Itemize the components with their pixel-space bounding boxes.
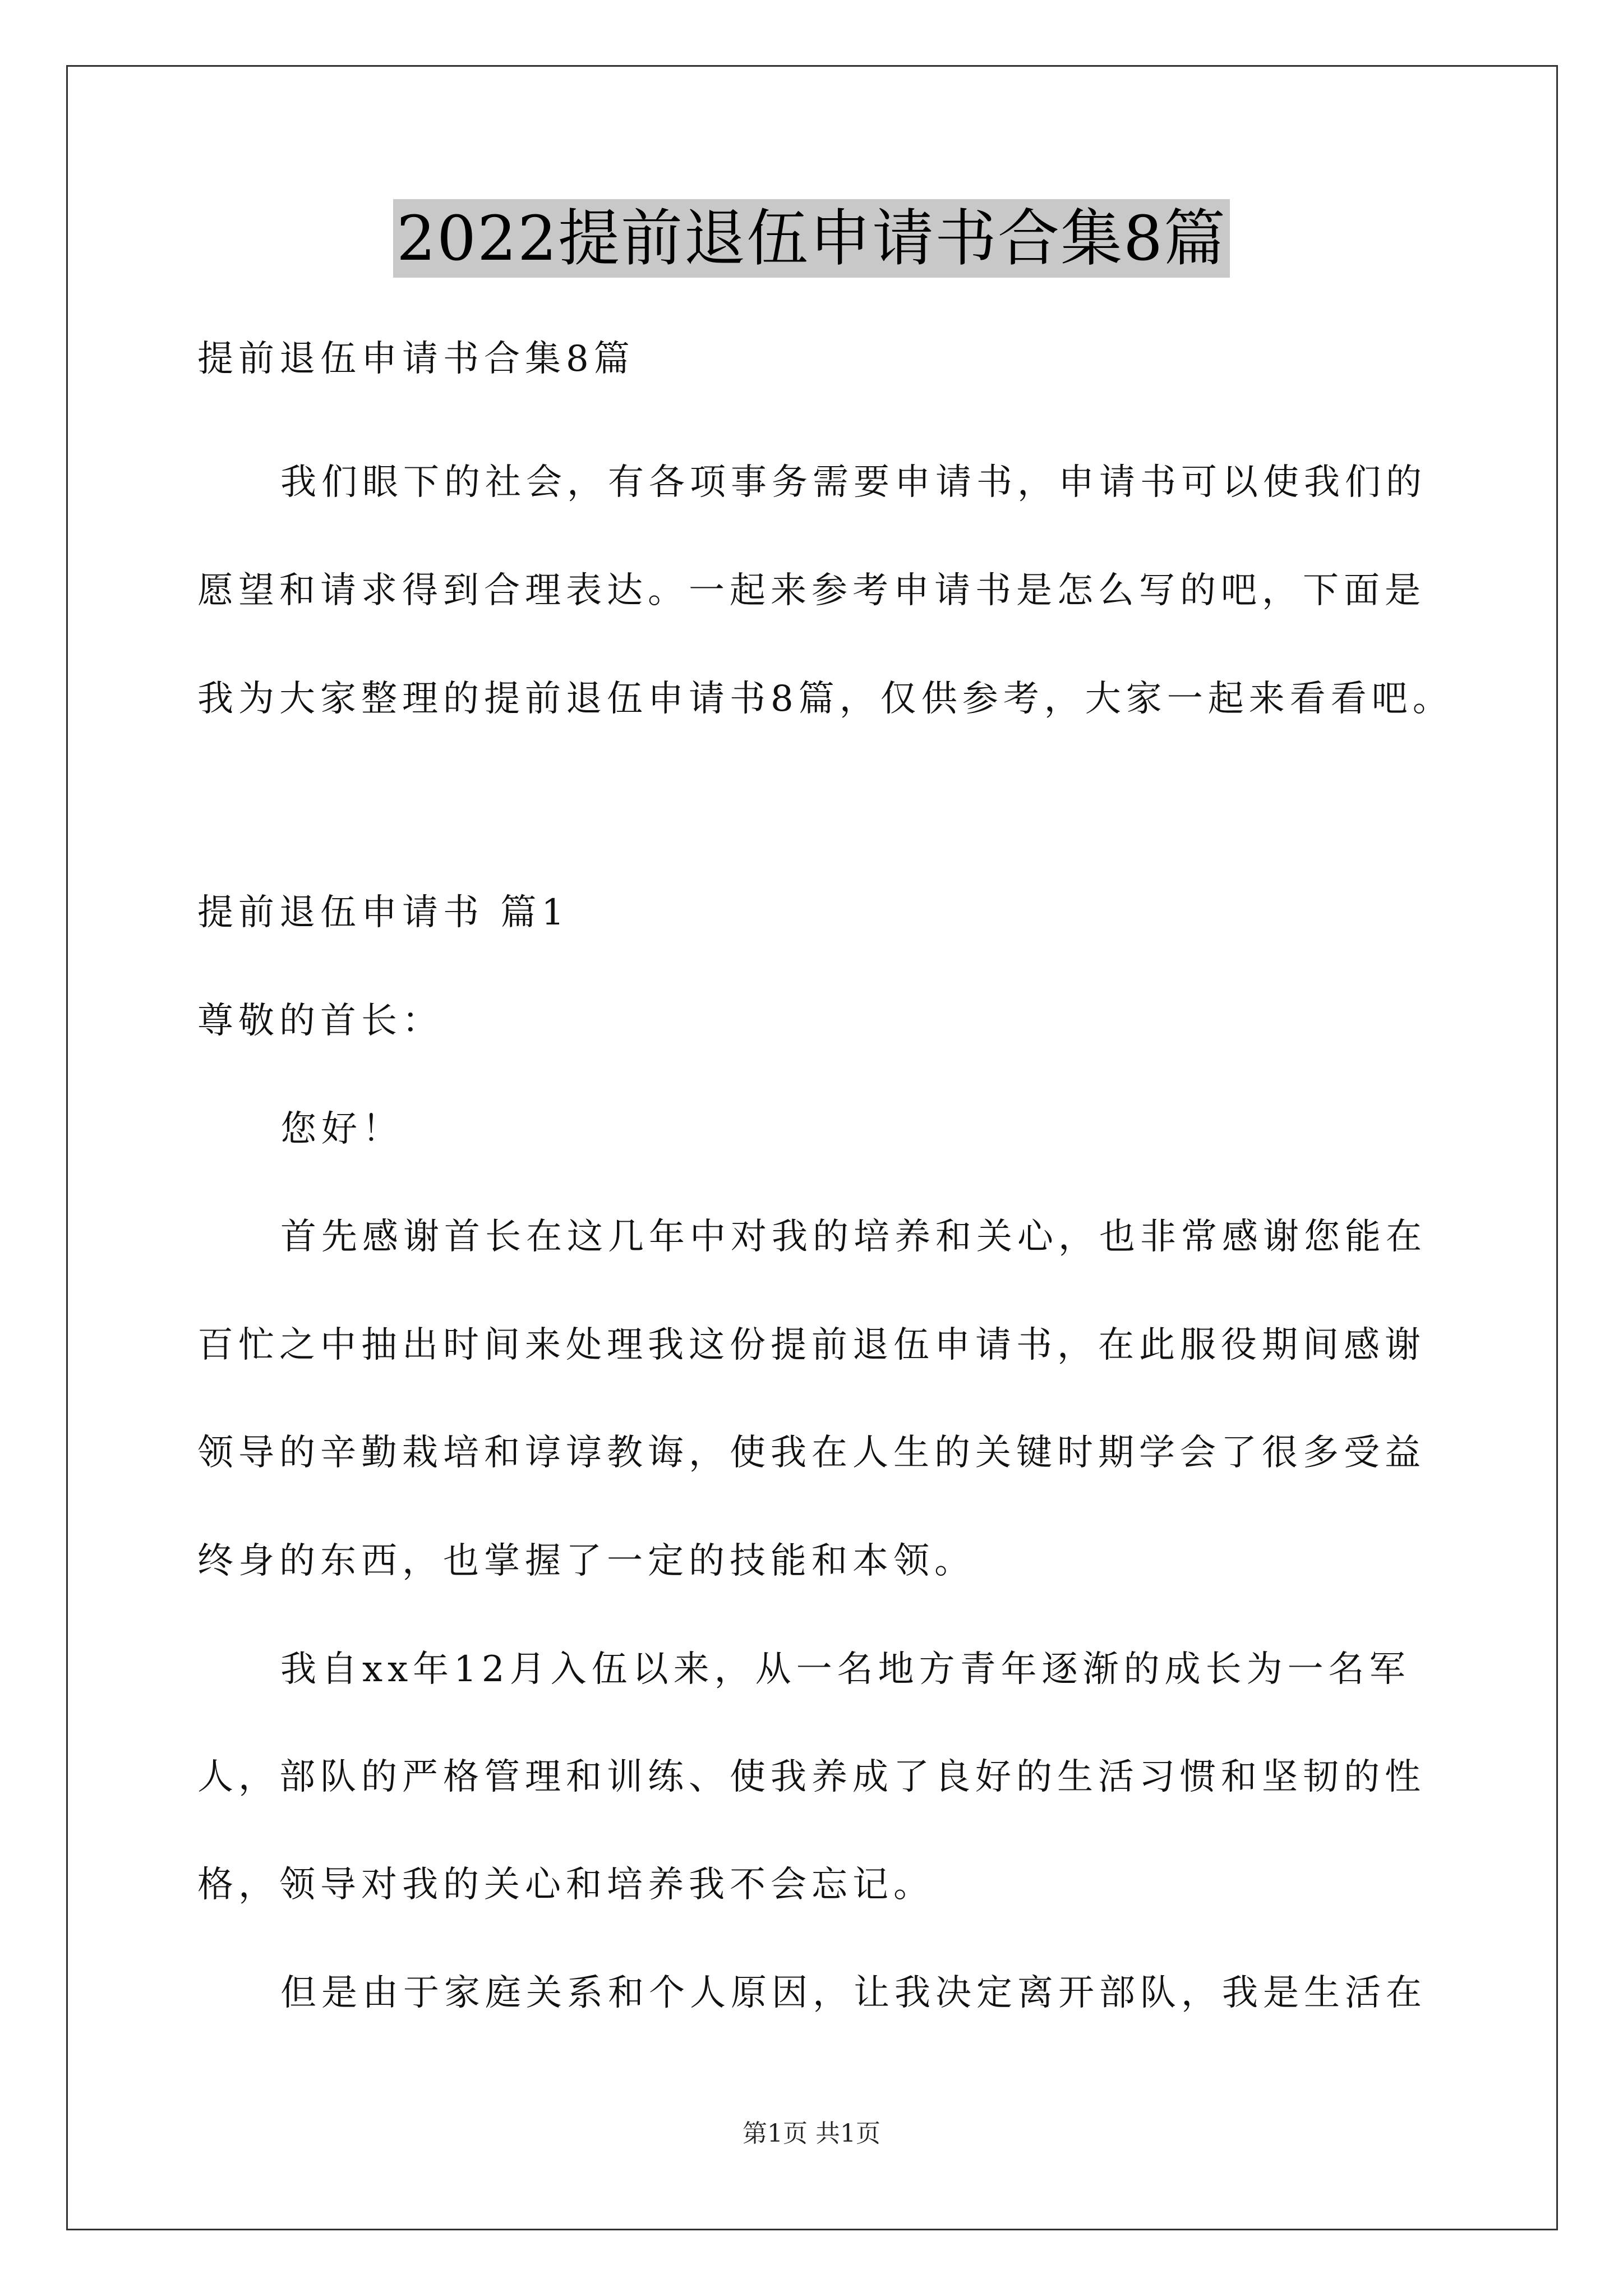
paragraph1-line-4: 终身的东西，也掌握了一定的技能和本领。 <box>197 1540 975 1582</box>
page-footer: 第1页 共1页 <box>743 2119 880 2148</box>
paragraph3-line-1: 但是由于家庭关系和个人原因，让我决定离开部队，我是生活在 <box>280 1972 1427 2014</box>
paragraph1-line-3: 领导的辛勤栽培和谆谆教诲，使我在人生的关键时期学会了很多受益 <box>197 1432 1426 1474</box>
intro-line-2: 愿望和请求得到合理表达。一起来参考申请书是怎么写的吧，下面是 <box>197 570 1426 611</box>
paragraph2-line-2: 人，部队的严格管理和训练、使我养成了良好的生活习惯和坚韧的性 <box>197 1756 1426 1798</box>
intro-line-1: 我们眼下的社会，有各项事务需要申请书，申请书可以使我们的 <box>280 462 1427 503</box>
title-container <box>0 199 1623 278</box>
paragraph2-line-1: 我自xx年12月入伍以来，从一名地方青年逐渐的成长为一名军 <box>280 1649 1410 1690</box>
document-subtitle: 提前退伍申请书合集8篇 <box>197 338 635 380</box>
paragraph1-line-1: 首先感谢首长在这几年中对我的培养和关心，也非常感谢您能在 <box>280 1216 1427 1258</box>
section-heading: 提前退伍申请书 篇1 <box>197 892 570 933</box>
paragraph1-line-2: 百忙之中抽出时间来处理我这份提前退伍申请书，在此服役期间感谢 <box>197 1324 1426 1366</box>
greeting: 您好！ <box>280 1108 403 1150</box>
intro-line-3: 我为大家整理的提前退伍申请书8篇，仅供参考，大家一起来看看吧。 <box>197 678 1454 720</box>
salutation: 尊敬的首长： <box>197 1000 443 1042</box>
document-title: 2022提前退伍申请书合集8篇 <box>393 199 1230 278</box>
paragraph2-line-3: 格，领导对我的关心和培养我不会忘记。 <box>197 1864 934 1906</box>
